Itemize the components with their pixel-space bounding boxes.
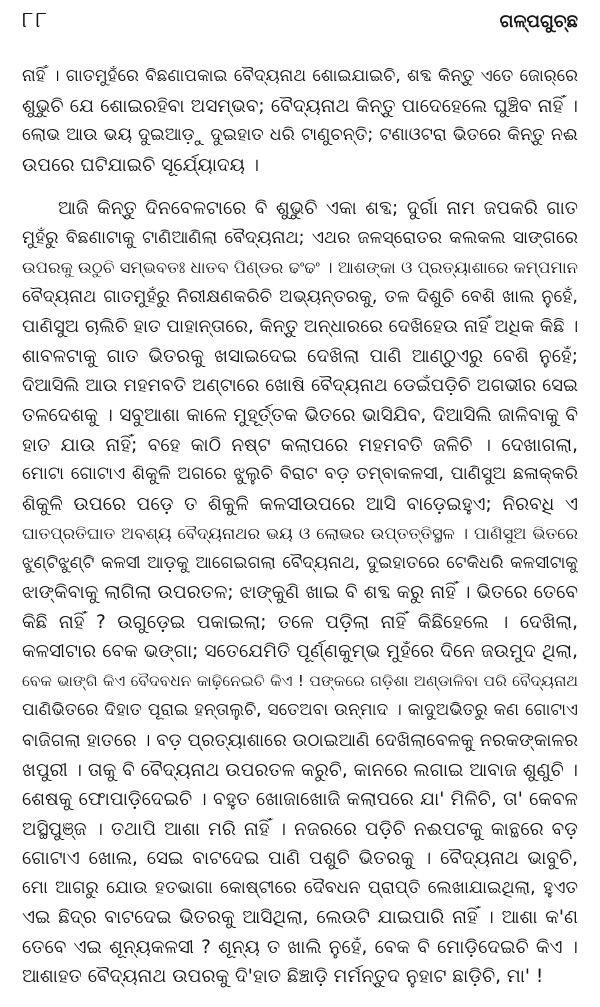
paragraph bbox=[22, 62, 578, 180]
page-number: ୮୮ bbox=[22, 8, 49, 33]
text-line: ଲୋଭ ଆଉ ଭୟ ଦୁଇଆଡ଼ୁ ଦୁଇହାତ ଧରି ଟାଣୁଚନ୍ତି; ଟଣାଓଟରା ଭିତରେ କିନ୍ତୁ ନଈ bbox=[22, 125, 578, 146]
paragraph bbox=[22, 194, 578, 992]
text-line: ଘାତପ୍ରତିଘାତ ଅବଶ୍ୟ ବୈଦ୍ୟନାଥର ଭୟ ଓ ଲୋଭର ଉପ୍ତତ୍ତିସ୍ଥଳ । ପାଣିସୁଅ ଭିତରେ bbox=[22, 524, 578, 544]
text-line: ଖପୁରୀ । ତାକୁ ବି ବୈଦ୍ୟନାଥ ଉପରତଳ କରୁଚି, କାନରେ ଲଗାଇ ଆବାଜ ଶୁଣୁଚି । bbox=[22, 759, 578, 781]
text-line: କଳସୀଟାର ବେକ ଭଙ୍ଗା; ସତେଯେମିତି ପୂର୍ଣ୍ଣକୁମ୍ଭ ମୁହଁରେ ଦିନେ ଜଉମୁଦ ଥିଲା, bbox=[22, 641, 578, 663]
text-line: ବେକ ଭାଙ୍ଗି କିଏ ବୈଦବଧନ କାଢ଼ିନେଇଚି କିଏ ! ପଙ୍କରେ ଗଡ଼ିଶା ଅଣ୍ଡାଳିବା ପରି ବୈଦ୍ୟନାଥ bbox=[22, 671, 578, 690]
text-line: ଆଜି କିନ୍ତୁ ଦିନବେଳଟାରେ ବି ଶୁଭୁଚି ଏକା ଶବ୍ଦ; ଦୁର୍ଗା ନାମ ଜପକରି ଗାତ bbox=[58, 198, 578, 220]
text-line: ଗୋଟାଏ ଖୋଲ, ସେଇ ବାଟଦେଇ ପାଣି ପଶୁଚି ଭିତରକୁ । ବୈଦ୍ୟନାଥ ଭାବୁଚି, bbox=[22, 848, 578, 870]
text-line: ଶିକୁଳି ଉପରେ ପଡ଼େ ତ ଶିକୁଳି କଳସୀଉପରେ ଆସି ବାଡ଼େଇହୁଏ; ନିରବଧି ଏ bbox=[22, 493, 578, 515]
body-text bbox=[22, 62, 578, 992]
text-line: ଝୁଣ୍ଟିଝୁଣ୍ଟି କଳସୀ ଆଡ଼କୁ ଆଗେଇଗଲା ବୈଦ୍ୟନାଥ, ଦୁଇହାତରେ ଟେକିଧରି କଳସୀଟାକୁ bbox=[22, 552, 578, 573]
running-title: ଗଳ୍ପଗୁଚ୍ଛ bbox=[499, 11, 578, 32]
text-line: ମୋ ଆଗରୁ ଯୋଉ ହତଭାଗା କୋଷ୍ଟୀରେ ଦୈବଧନ ପ୍ରାପ୍ତି ଲେଖାଯାଇଥିଲା, ହୁଏତ bbox=[22, 877, 578, 898]
text-line: ଉପରେ ଘଟିଯାଇଚି ସୂର୍ଯ୍ୟୋଦୟ । bbox=[22, 154, 260, 176]
text-line: ବୈଦ୍ୟନାଥ ଗାତମୁହଁରୁ ନିରୀକ୍ଷଣକରିଚି ଅଭ୍ୟନ୍ତରକୁ, ତଳ ଦିଶୁଚି ବେଶି ଖାଲ ନୁହେଁ, bbox=[22, 286, 578, 307]
text-line: ଶେଷକୁ ଫୋପାଡ଼ିଦେଇଚି । ବହୁତ ଖୋଜାଖୋଜି କଲାପରେ ଯା' ମିଳିଚି, ତା' କେବଳ bbox=[22, 789, 578, 811]
text-line: ଦିଆସିଲି ଆଉ ମହମବତି ଅଣ୍ଟାରେ ଖୋଷି ବୈଦ୍ୟନାଥ ଡେଇଁପଡ଼ିଚି ଅଗଭୀର ସେଇ bbox=[22, 375, 578, 397]
text-line: ପାଣିସୁଅ ଚାଲିଚି ହାତ ପାହାନ୍ତାରେ, କିନ୍ତୁ ଅନ୍ଧାରରେ ଦେଖିହେଉ ନାହିଁ ଅଧିକ କିଛି । bbox=[22, 316, 578, 338]
text-line: ମୁହଁରୁ ବିଛଣାଟାକୁ ଟାଣିଆଣିଲା ବୈଦ୍ୟନାଥ; ଏଥର ଜଳସ୍ରୋତର କଲକଲ ସାଙ୍ଗରେ bbox=[22, 227, 578, 248]
text-line: ଅସ୍ଥିପୁଞ୍ଜ । ତଥାପି ଆଶା ମରି ନାହିଁ । ନଜରରେ ପଡ଼ିଚି ନଈପଟକୁ କାନ୍ଥରେ ବଡ଼ bbox=[22, 818, 578, 840]
text-line: କିଛି ନାହିଁ ? ଉଗୁଡ଼େଇ ପକାଇଲା; ତଳେ ପଡ଼ିଲା ନାହିଁ କିଛିହେଲେ । ଦେଖିଲା, bbox=[22, 611, 578, 633]
text-line: ଏଇ ଛିଦ୍ର ବାଟଦେଇ ଭିତରକୁ ଆସିଥିଲା, ଲେଉଟି ଯାଇପାରି ନାହିଁ । ଆଶା କ'ଣ bbox=[22, 907, 578, 929]
page-header bbox=[22, 6, 578, 38]
text-line: ତଳଦେଶକୁ । ସବୁଆଶା କାଳେ ମୁହୂର୍ତ୍ତକ ଭିତରେ ଭାସିଯିବ, ଦିଆସିଲି ଜାଳିବାକୁ ବି bbox=[22, 405, 578, 427]
text-line: ହାତ ଯାଉ ନାହିଁ; ବହେ କାଠି ନଷ୍ଟ କଲାପରେ ମହମବତି ଜଳିଚି । ଦେଖାଗଲା, bbox=[22, 434, 578, 456]
text-line: ଆଶାହତ ବୈଦ୍ୟନାଥ ଉପରକୁ ଦି'ହାତ ଛିଞ୍ଚାଡ଼ି ମର୍ମନ୍ତୁଦ ନୁହାଟ ଛାଡ଼ିଚି, ମା' ! bbox=[22, 966, 544, 988]
text-line: ପାଣିଭିତରେ ଦିହାତ ପୂରାଇ ହନ୍ତାଲୁଚି, ସତେଅବା ଉନ୍ମାଦ । କାଦୁଅଭିତରୁ କଣ ଗୋଟାଏ bbox=[22, 700, 578, 721]
text-line: ଝାଙ୍କିବାକୁ ଲାଗିଲା ଉପରତଳ; ଝାଙ୍କୁଣି ଖାଇ ବି ଶବ୍ଦ କରୁ ନାହିଁ । ଭିତରେ ତେବେ bbox=[22, 582, 578, 604]
text-line: ଉପରକୁ ଉଠୁଚି ସମ୍ଭବତଃ ଧାତବ ପିଣ୍ଡର ଢଂଢଂ । ଆଶଙ୍କା ଓ ପ୍ରତ୍ୟାଶାରେ କମ୍ପମାନ bbox=[22, 258, 578, 278]
text-line: ନାହିଁ । ଗାତମୁହଁରେ ବିଛଣାପକାଇ ବୈଦ୍ୟନାଥ ଶୋଇଯାଇଚି, ଶବ୍ଦ କିନ୍ତୁ ଏତେ ଜୋର୍‌ରେ bbox=[22, 66, 578, 86]
paragraph-gap bbox=[22, 180, 578, 194]
text-line: ତେବେ ଏଇ ଶୂନ୍ୟକଳସୀ ? ଶୂନ୍ୟ ତ ଖାଲି ନୁହେଁ, ବେକ ବି ମୋଡ଼ିଦେଇଚି କିଏ । bbox=[22, 936, 578, 958]
text-line: ଶୁଭୁଚି ଯେ ଶୋଇରହିବା ଅସମ୍ଭବ; ବୈଦ୍ୟନାଥ କିନ୍ତୁ ପାଦେହେଲେ ଘୁଞ୍ଚିବ ନାହିଁ । bbox=[22, 95, 578, 117]
text-line: ମୋଟା ଗୋଟାଏ ଶିକୁଳି ଅଗରେ ଝୁଲୁଚି ବିରାଟ ବଡ଼ ତମ୍ବାକଳସୀ, ପାଣିସୁଅ ଛଳାକ୍‌କରି bbox=[22, 464, 578, 485]
text-line: ବାଜିଗଲା ହାତରେ । ବଡ଼ ପ୍ରତ୍ୟାଶାରେ ଉଠାଇଆଣି ଦେଖିଲାବେଳକୁ ନରକଙ୍କାଳର bbox=[22, 730, 578, 752]
text-line: ଶାବଳଟାକୁ ଗାତ ଭିତରକୁ ଖସାଇଦେଇ ଦେଖିଲା ପାଣି ଆଣ୍ଠୁଏରୁ ବେଶି ନୁହେଁ; bbox=[22, 345, 578, 367]
